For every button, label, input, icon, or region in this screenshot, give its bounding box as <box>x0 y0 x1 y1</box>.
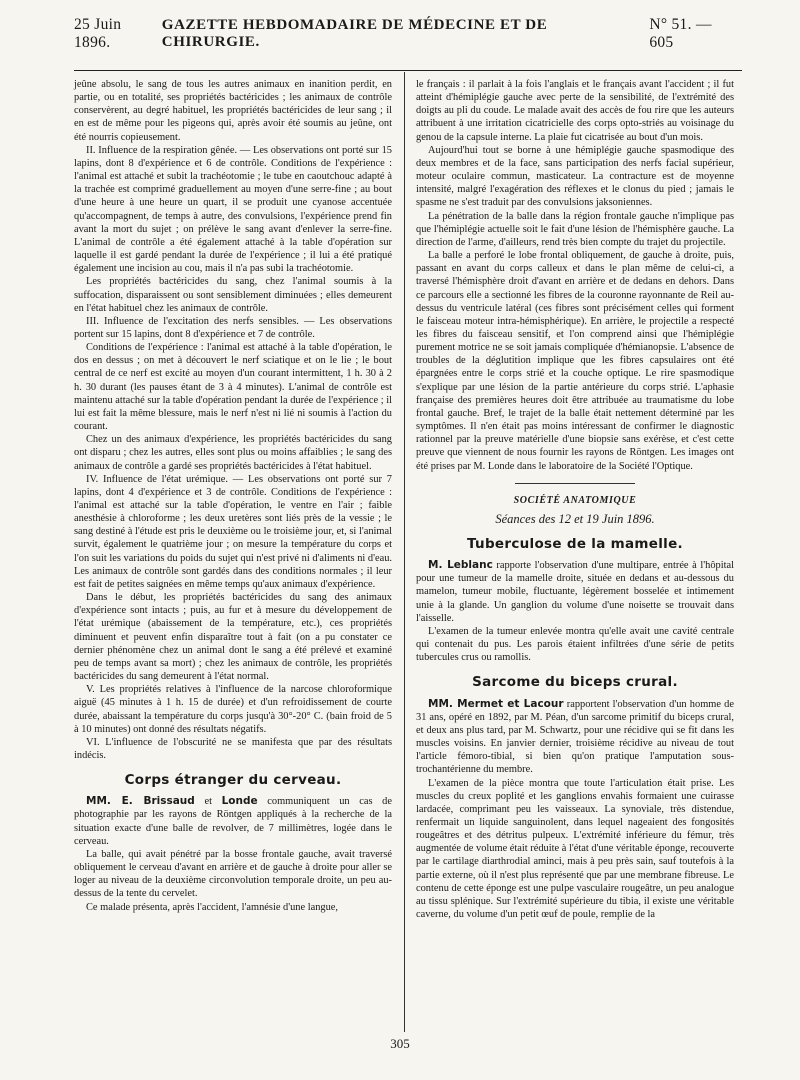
conjunction: et <box>194 796 222 808</box>
authors: MM. E. Brissaud <box>86 795 195 808</box>
header-date: 25 Juin 1896. <box>74 16 122 51</box>
page-header <box>74 16 740 52</box>
paragraph: L'examen de la pièce montra que toute l'articulation était prise. Les muscles du creux poplité et les ganglions envahis formaient une cuirasse lardacée, comprimant peu les vaisseaux. La synoviale, très distendue, renfermait un liquide sanguinolent, dans lequel nageaient des fongosités rougeâtres et des détritus pulpeux. L'extrémité inférieure du fémur, très augmentée de volume était réduite à l'état d'une véritable éponge, recouverte par le cartilage diarthrodial aminci, mais à peu près sain, sauf toutefois à la partie externe, où il n'est plus représenté que par une membrane fibreuse. Le contenu de cette éponge est une pulpe vasculaire rougeâtre, un peu analogue au tissu splénique. Sur l'extrémité supérieure du tibia, il existe une véritable caverne, du volume d'un petit œuf de poule, remplie de la <box>416 777 734 921</box>
section-heading: Sarcome du biceps crural. <box>472 674 678 691</box>
section-separator <box>515 483 635 484</box>
paragraph: Ce malade présenta, après l'accident, l'amnésie d'une langue, <box>86 901 338 913</box>
paragraph: Chez un des animaux d'expérience, les propriétés bactéricides du sang ont disparu ; chez les autres, elles sont plus ou moins affaiblies ; le sang des animaux de contrôle a gardé ses propriétés bactéricides à l'état habituel. <box>74 434 392 472</box>
paragraph: L'examen de la tumeur enlevée montra qu'elle avait une cavité centrale qui contenait du pus. Les parois étaient infiltrées d'une série de petits tubercules crus ou ramollis. <box>416 625 734 664</box>
paragraph: VI. L'influence de l'obscurité ne se manifesta que par des résultats indécis. <box>74 736 392 761</box>
left-column <box>74 78 392 914</box>
paragraph-text: communiquent un cas de photographie par les rayons de Röntgen appliqués à la recherche de la situation exacte d'une balle de revolver, de 7 millimètres, logée dans le cerveau. <box>74 796 392 847</box>
paragraph <box>74 795 392 848</box>
paragraph: le français : il parlait à la fois l'anglais et le français avant l'accident ; il fut atteint d'hémiplégie gauche avec perte de la sensibilité, de l'extrémité des doigts au pli du coude. Le malade avait des accès de fou rire que les auteurs attribuent à une irritation cicatricielle des corps opto-striés au voisinage du genou de la capsule interne. La plaie fut cicatrisée au bout d'un mois. <box>416 79 734 143</box>
authors: Londe <box>221 795 258 808</box>
page-number: 305 <box>390 1036 410 1051</box>
header-rule <box>74 70 742 71</box>
paragraph-text: rapportent l'observation d'un homme de 31 ans, opéré en 1892, par M. Péan, d'un sarcome primitif du biceps crural, et deux ans plus tard, par M. Schwartz, pour une récidive qui se fit dans les muscles voisins. En janvier dernier, troisième récidive au niveau de tout l'article fémoro-tibial, si bien qu'on pratique l'amputation sous-trochantérienne du membre. <box>416 698 734 776</box>
right-column <box>416 78 734 921</box>
paragraph <box>416 559 734 625</box>
paragraph-text: rapporte l'observation d'une multipare, entrée à l'hôpital pour une tumeur de la mamelle droite, située en dedans et au-dessous du mamelon, tumeur mobile, fluctuante, légèrement bosselée et intimement unie à la glande. Un ganglion du volume d'une noisette se trouvait dans l'aisselle. <box>416 560 734 624</box>
paragraph: Aujourd'hui tout se borne à une hémiplégie gauche spasmodique des deux membres et de la face, sans participation des nerfs facial supérieur, moteur oculaire commun, masticateur. La contracture est de moyenne intensité, malgré l'exagération des réflexes et le clonus du pied ; jamais le spasme ne s'est traduit par des convulsions jaksoniennes. <box>416 144 734 209</box>
paragraph: V. Les propriétés relatives à l'influence de la narcose chloroformique aiguë (45 minutes à 1 h. 15 de durée) et d'un refroidissement de courte durée, abaissant la température du corps jusqu'à 30°-20° C. (bain froid de 5 à 10 minutes) ont donné des résultats négatifs. <box>74 684 392 735</box>
authors: M. Leblanc <box>428 559 493 572</box>
society-name: SOCIÉTÉ ANATOMIQUE <box>513 494 637 506</box>
paragraph: Dans le début, les propriétés bactéricides du sang des animaux d'expérience sont intacts ; puis, au fur et à mesure du développement de l'état urémique (abaissement de la température, etc.), ces propriétés diminuent et peuvent enfin disparaître tout à fait (on a pu constater ce dernier phénomène chez un animal dont le sang a été prélevé et examiné peu de temps avant sa mort) ; chez les animaux de contrôle, les propriétés bactéricides du sang demeurent à l'état normal. <box>74 592 392 683</box>
paragraph <box>416 698 734 777</box>
journal-title: GAZETTE HEBDOMADAIRE DE MÉDECINE ET DE CHIRURGIE. <box>161 17 548 50</box>
paragraph: II. Influence de la respiration gênée. — Les observations ont porté sur 15 lapins, dont 8 d'expérience et 6 de contrôle. Conditions de l'expérience : l'animal est attaché et subit la trachéotomie ; le tube en caoutchouc adapté à la trachée est comprimé graduellement au moyen d'une serre-fine ; au bout d'une heure à une heure un quart, il se produit une cyanose accentuée qu'accompagnent, de temps à autre, des convulsions, l'expérience prend fin avant la mort du sujet ; on prélève le sang avant d'enlever la serre-fine. L'animal de contrôle a été également attaché à la table d'opération sur laquelle il est gardé pendant la durée de l'expérience ; il lui a été pratiqué également une incision au cou, mais il n'a pas subi la trachéotomie. <box>74 144 392 275</box>
section-heading: Corps étranger du cerveau. <box>124 772 342 789</box>
paragraph: Les propriétés bactéricides du sang, chez l'animal soumis à la suffocation, disparaissent ou sont sensiblement diminuées ; elles demeurent en l'état habituel chez les animaux de contrôle. <box>74 276 392 314</box>
section-heading: Tuberculose de la mamelle. <box>467 536 683 552</box>
paragraph: La balle, qui avait pénétré par la bosse frontale gauche, avait traversé obliquement le cerveau d'avant en arrière et de gauche à droite pour aller se loger au niveau de la deuxième circonvolution temporale droite, un peu au-dessus de la tente du cervelet. <box>74 848 392 900</box>
paragraph: IV. Influence de l'état urémique. — Les observations ont porté sur 7 lapins, dont 4 d'expérience et 3 de contrôle. Conditions de l'expérience : l'animal est attaché sur la table d'opération, le ventre en l'air ; faible anesthésie à chloroforme ; les deux uretères sont liés près de la vessie ; le sang destiné à l'étude est pris le deuxième ou le troisième jour, et, si l'animal survit, également le quatrième jour ; on mesure la température du corps et l'on suit les variations du poids du sujet qui n'est privé ni d'aliments ni d'eau. Les animaux de contrôle sont gardés dans des conditions normales ; il leur est fait de petites saignées en même temps qu'aux animaux d'expérience. <box>74 473 392 590</box>
authors: MM. Mermet et Lacour <box>428 697 564 710</box>
column-divider <box>404 72 405 1032</box>
paragraph: Conditions de l'expérience : l'animal est attaché à la table d'opération, le dos en dessus ; on met à découvert le nerf sciatique et on le lie ; le bout central de ce nerf est excité au moyen d'un courant intermittent, 1 h. 30 à 2 h. 30 durant (les pauses étant de 3 à 4 minutes). L'animal de contrôle est maintenu attaché sur la table d'opération pendant la durée de l'expérience ; il lui est fait la même blessure, mais le nerf n'est ni lié ni soumis à l'action du courant. <box>74 342 392 433</box>
paragraph: La pénétration de la balle dans la région frontale gauche n'implique pas que l'hémiplégie actuelle soit le fait d'une lésion de l'hémisphère gauche. La direction de l'arme, d'ailleurs, rend très bien compte du trajet du projectile. <box>416 210 734 248</box>
paragraph: III. Influence de l'excitation des nerfs sensibles. — Les observations portent sur 15 lapins, dont 8 d'expérience et 7 de contrôle. <box>74 315 392 340</box>
session-dates: Séances des 12 et 19 Juin 1896. <box>495 511 655 526</box>
paragraph: La balle a perforé le lobe frontal obliquement, de gauche à droite, puis, passant en avant du corps calleux et dans le plan même de celui-ci, a traversé l'hémisphère droit d'avant en arrière et de dedans en dehors. Dans ce parcours elle a sectionné les fibres de la couronne rayonnante de Reil au-dessus du ventricule latéral (ces fibres sont précisément celles qui forment le faisceau moteur intra-hémisphérique). En arrière, le projectile a respecté les fibres du faisceau sensitif, et l'on comprend ainsi que l'hémiplégie purement motrice ne se soit jamais compliquée d'hémianopsie. L'absence de troubles de la déglutition implique que les fibres capsulaires ont été épargnées entre le corps strié et la couche optique. Le rire spasmodique s'explique par une lésion de la partie antérieure du corps strié. L'aphasie française des premières heures doit être attribuée au traumatisme du lobe frontal gauche. Bref, le trajet de la balle était nettement déterminé par les symptômes. Il n'en était pas moins intéressant de confirmer le diagnostic rationnel par la preuve matérielle d'une biopsie sans exérèse, et c'est cette preuve que viennent de nous fournir les rayons de Röntgen. Les images ont été prises par M. Londe dans le laboratoire de la Société l'Optique. <box>416 250 734 472</box>
paragraph: jeûne absolu, le sang de tous les autres animaux en inanition perdit, en partie, ou en totalité, ses propriétés bactéricides ; les animaux de contrôle conservèrent, au degré habituel, les propriétés bactéricides de leur sang ; il en est de même pour les pigeons qui, après avoir été soumis au jeûne, ont été nourris copieusement. <box>74 79 392 143</box>
issue-page-number: N° 51. — 605 <box>649 16 712 51</box>
